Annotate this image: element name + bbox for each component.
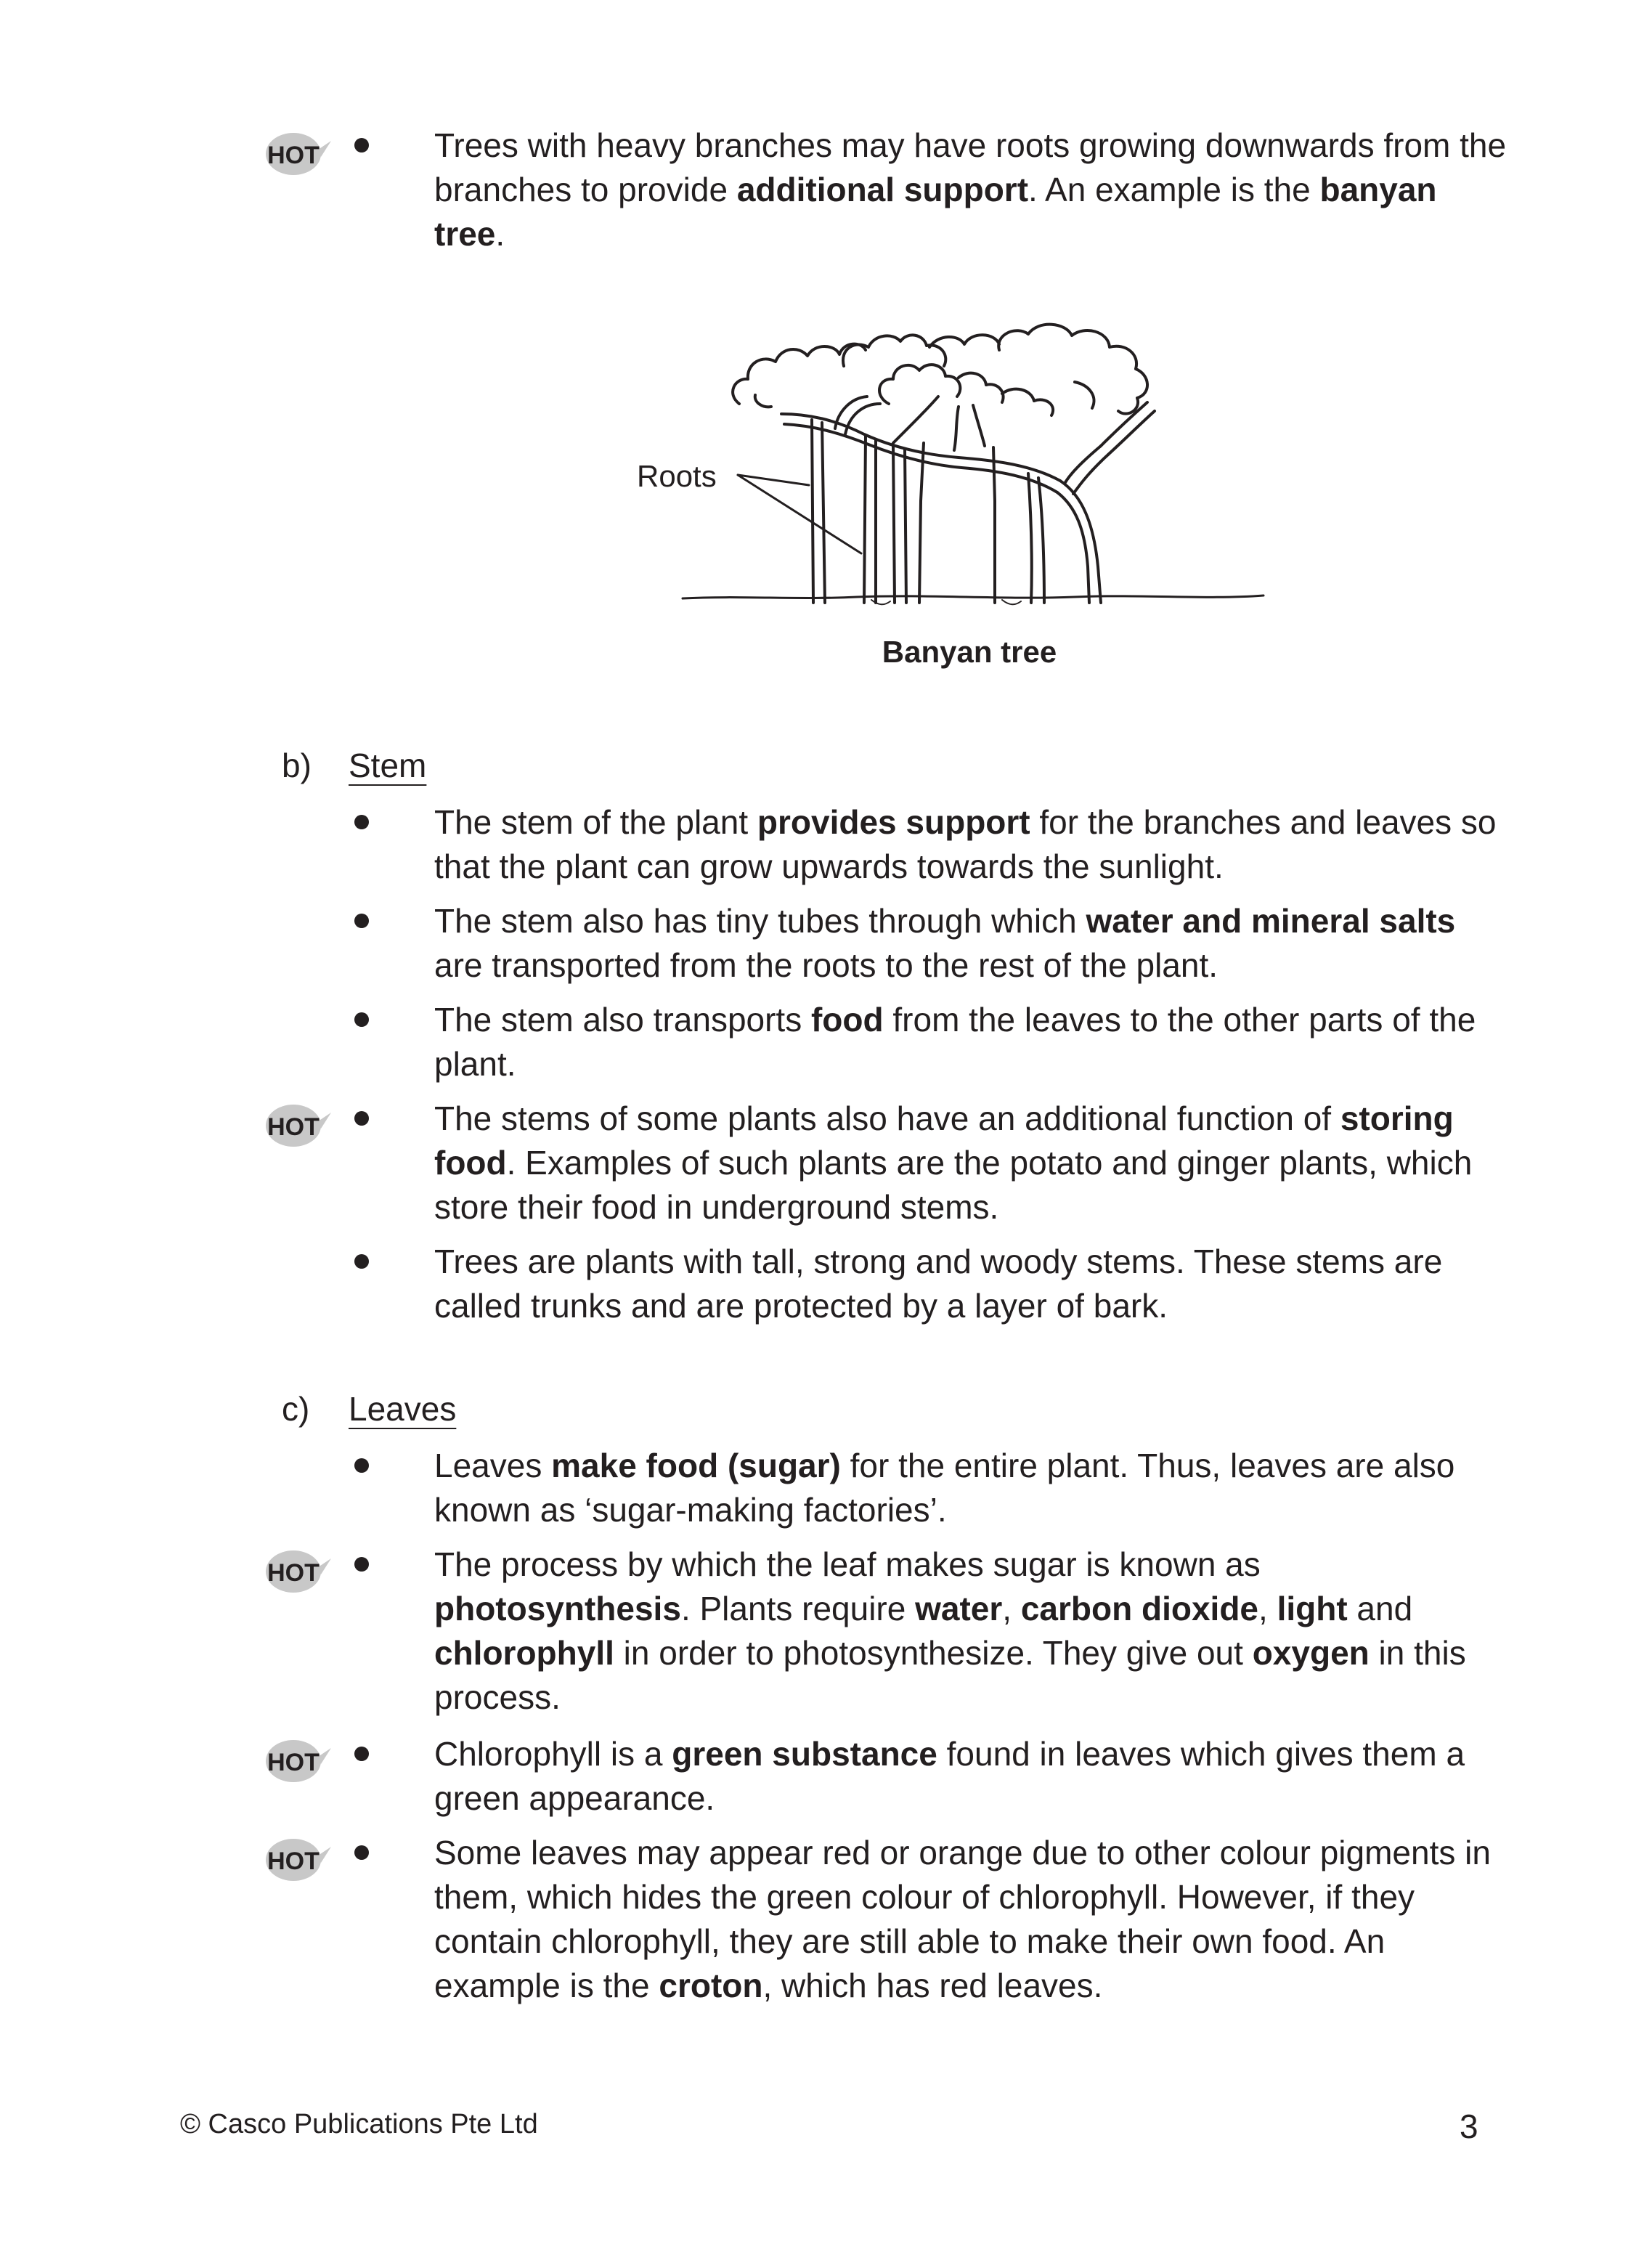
svg-text:HOT: HOT [267, 1113, 320, 1141]
section-marker-c: c) [282, 1390, 310, 1428]
hot-badge [264, 131, 331, 177]
bullet-dot [354, 914, 369, 928]
bullet-dot [354, 1458, 369, 1473]
copyright-notice: © Casco Publications Pte Ltd [180, 2109, 538, 2139]
hot-badge [264, 1738, 331, 1784]
section-title-leaves: Leaves [349, 1390, 457, 1428]
svg-text:HOT: HOT [267, 1847, 320, 1875]
bullet-dot [354, 1111, 369, 1126]
bullet-dot [354, 1254, 369, 1269]
stem-bullet-trunks: Trees are plants with tall, strong and woody stems. These stems are called trunks and are protected by a layer of bark. [434, 1243, 1443, 1325]
stem-bullet-transport-food: The stem also transports food from the leaves to the other parts of the plant. [434, 1001, 1476, 1083]
svg-text:HOT: HOT [267, 1559, 320, 1587]
bullet-text-banyan: Trees with heavy branches may have roots growing downwards from the branches to provide additional support. An example is the banyan tree. [434, 126, 1507, 253]
stem-bullet-transport-water: The stem also has tiny tubes through which water and mineral salts are transported from the roots to the rest of the plant. [434, 902, 1456, 984]
figure-caption: Banyan tree [882, 635, 1057, 669]
section-title-stem: Stem [349, 747, 427, 784]
hot-badge [264, 1548, 331, 1595]
bullet-dot [354, 1747, 369, 1761]
banyan-tree-illustration [654, 312, 1307, 632]
stem-bullet-storing-food: The stems of some plants also have an additional function of storing food. Examples of such plants are the potato and ginger plants, which store their food in underground stems. [434, 1099, 1473, 1226]
section-marker-b: b) [282, 747, 312, 784]
hot-badge [264, 1837, 331, 1883]
stem-bullet-support: The stem of the plant provides support for the branches and leaves so that the plant can grow upwards towards the sunlight. [434, 803, 1497, 885]
hot-badge [264, 1102, 331, 1149]
bullet-dot [354, 1845, 369, 1860]
page-number: 3 [1460, 2107, 1478, 2145]
svg-text:HOT: HOT [267, 1749, 320, 1776]
bullet-dot [354, 138, 369, 153]
bullet-dot [354, 815, 369, 829]
leaves-bullet-make-food: Leaves make food (sugar) for the entire plant. Thus, leaves are also known as ‘sugar-making factories’. [434, 1447, 1455, 1529]
roots-label: Roots [637, 459, 717, 493]
bullet-dot [354, 1012, 369, 1027]
svg-text:HOT: HOT [267, 142, 320, 169]
leaves-bullet-pigments: Some leaves may appear red or orange due to other colour pigments in them, which hides the green colour of chlorophyll. However, if they contain chlorophyll, they are still able to make their own food. An example is the croton, which has red leaves. [434, 1834, 1491, 2004]
leaves-bullet-photosynthesis: The process by which the leaf makes sugar is known as photosynthesis. Plants require water, carbon dioxide, light and chlorophyll in order to photosynthesize. They give out oxygen in this process. [434, 1545, 1466, 1716]
leaves-bullet-chlorophyll: Chlorophyll is a green substance found in leaves which gives them a green appearance. [434, 1735, 1465, 1817]
bullet-dot [354, 1557, 369, 1572]
